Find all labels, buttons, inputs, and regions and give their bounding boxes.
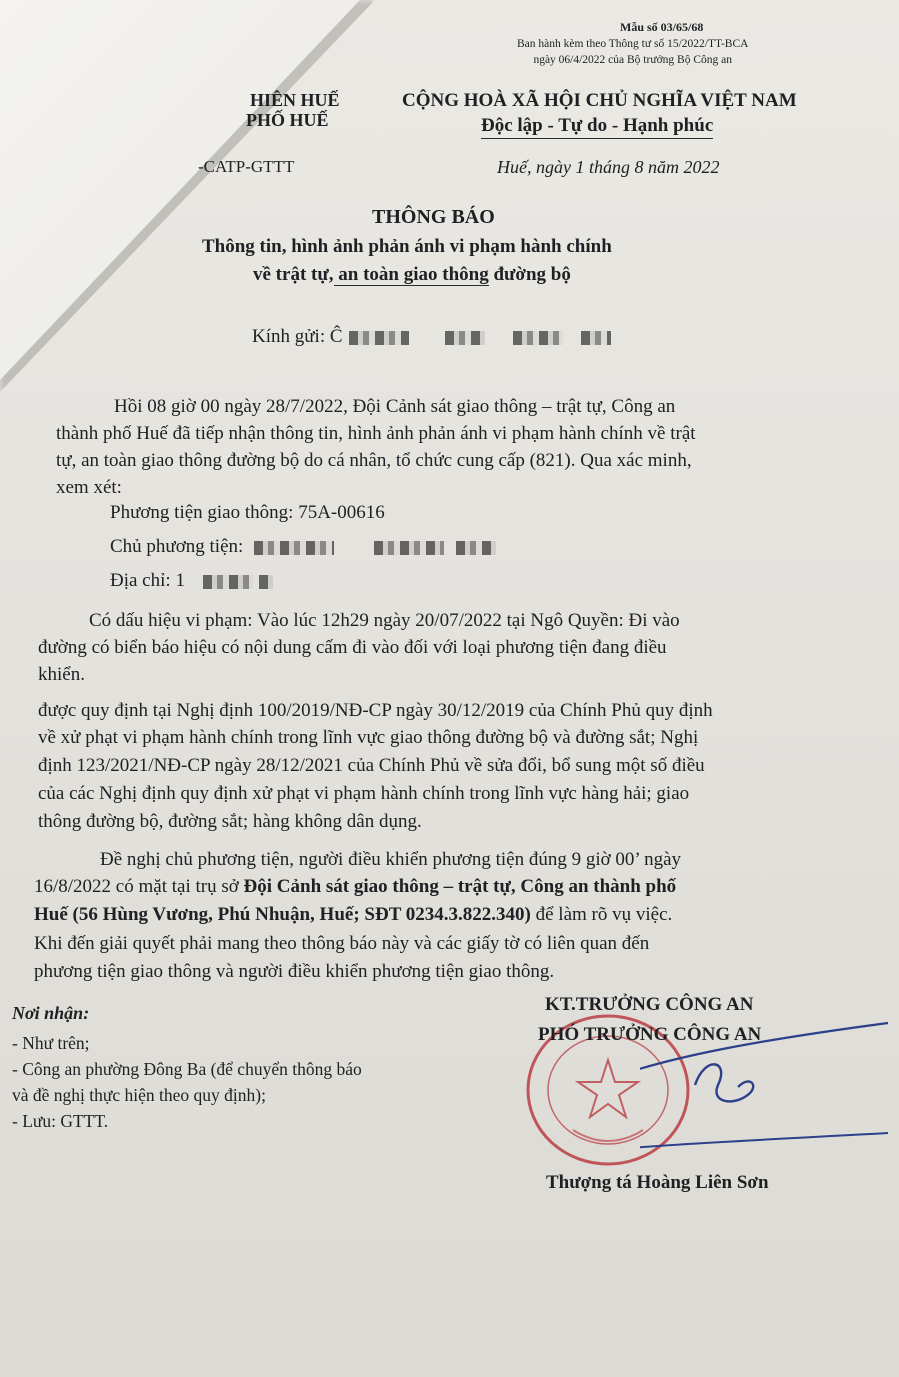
address-line	[110, 570, 273, 592]
recipient-item: - Như trên;	[12, 1033, 90, 1053]
legal-basis-line1: được quy định tại Nghị định 100/2019/NĐ-CP ngày 30/12/2019 của Chính Phủ quy định	[38, 700, 713, 721]
redacted-address-2	[259, 575, 273, 589]
greeting-initial: Ĉ	[329, 326, 343, 347]
request-line3-normal: để làm rõ vụ việc.	[530, 904, 673, 925]
request-line3-bold: Huế (56 Hùng Vương, Phú Nhuận, Huế; SĐT 0234.3.822.340)	[34, 904, 531, 925]
violation-line1: Có dấu hiệu vi phạm: Vào lúc 12h29 ngày 20/07/2022 tại Ngô Quyền: Đi vào	[89, 610, 680, 631]
redacted-owner-3	[456, 541, 496, 555]
vehicle-label: Phương tiện giao thông:	[110, 502, 299, 523]
national-title: CỘNG HOÀ XÃ HỘI CHỦ NGHĨA VIỆT NAM	[402, 90, 797, 111]
request-line3	[34, 901, 672, 929]
request-line1: Đề nghị chủ phương tiện, người điều khiển phương tiện đúng 9 giờ 00’ ngày	[100, 849, 682, 870]
redacted-owner-1	[254, 541, 334, 555]
issue-date: Huế, ngày 1 tháng 8 năm 2022	[497, 157, 720, 177]
issuing-agency-line1: HIÊN HUẾ	[250, 90, 340, 110]
request-line2-normal: 16/8/2022 có mặt tại trụ sở	[34, 876, 244, 897]
recipient-item: và đề nghị thực hiện theo quy định);	[12, 1085, 266, 1105]
address-label: Địa chỉ:	[110, 570, 176, 591]
document-subtitle-line2	[253, 264, 571, 286]
violation-line2: đường có biển báo hiệu có nội dung cấm đi vào đối với loại phương tiện đang điều	[38, 637, 667, 658]
redacted-owner-2	[374, 541, 444, 555]
subtitle-part-c: đường bộ	[488, 264, 571, 285]
legal-basis-line2: về xử phạt vi phạm hành chính trong lĩnh vực giao thông đường bộ và đường sắt; Nghị	[38, 727, 699, 748]
paragraph-intro-line2: thành phố Huế đã tiếp nhận thông tin, hình ảnh phản ánh vi phạm hành chính về trật	[56, 423, 696, 444]
redacted-name-4	[581, 331, 611, 345]
form-reference-line1: Ban hành kèm theo Thông tư số 15/2022/TT-BCA	[517, 38, 749, 50]
recipient-item: - Công an phường Đông Ba (để chuyển thông báo	[12, 1059, 362, 1079]
form-number: Mẫu số 03/65/68	[620, 20, 704, 34]
form-reference	[517, 36, 748, 68]
legal-basis-line4: của các Nghị định quy định xử phạt vi phạm hành chính trong lĩnh vực hàng hải; giao	[38, 783, 690, 804]
owner-label: Chủ phương tiện:	[110, 536, 249, 557]
request-line5: phương tiện giao thông và người điều khiển phương tiện giao thông.	[34, 961, 555, 982]
legal-basis-line5: thông đường bộ, đường sắt; hàng không dân dụng.	[38, 811, 422, 832]
request-line2	[34, 873, 676, 901]
document-number: -CATP-GTTT	[198, 157, 295, 176]
subtitle-part-a: về trật tự,	[253, 264, 334, 285]
legal-basis-line3: định 123/2021/NĐ-CP ngày 28/12/2021 của Chính Phủ về sửa đổi, bổ sung một số điều	[38, 755, 705, 776]
request-line2-bold: Đội Cảnh sát giao thông – trật tự, Công an thành phố	[243, 876, 677, 897]
document-subtitle-line1: Thông tin, hình ảnh phản ánh vi phạm hành chính	[202, 236, 612, 257]
issuing-agency-line2: PHỐ HUẾ	[246, 110, 329, 130]
paragraph-intro-line1: Hồi 08 giờ 00 ngày 28/7/2022, Đội Cảnh sát giao thông – trật tự, Công an	[114, 396, 676, 417]
recipients-list	[12, 1030, 362, 1134]
greeting-label: Kính gửi:	[252, 326, 330, 347]
signature-title-line1: KT.TRƯỞNG CÔNG AN	[545, 994, 754, 1015]
signature-title-line2: PHÓ TRƯỞNG CÔNG AN	[538, 1024, 762, 1045]
form-reference-line2: ngày 06/4/2022 của Bộ trưởng Bộ Công an	[533, 54, 732, 66]
signer-name: Thượng tá Hoàng Liên Sơn	[546, 1172, 769, 1193]
vehicle-line	[110, 502, 385, 524]
violation-line3: khiển.	[38, 664, 85, 685]
redacted-name-3	[513, 331, 563, 345]
recipients-title: Nơi nhận:	[12, 1003, 90, 1023]
redacted-address-1	[203, 575, 253, 589]
owner-line	[110, 536, 496, 558]
recipient-greeting	[252, 326, 611, 348]
paragraph-intro-line3: tự, an toàn giao thông đường bộ do cá nhân, tổ chức cung cấp (821). Qua xác minh,	[56, 450, 692, 471]
request-line4: Khi đến giải quyết phải mang theo thông báo này và các giấy tờ có liên quan đến	[34, 933, 650, 954]
subtitle-part-b: an toàn giao thông	[333, 264, 489, 285]
redacted-name-2	[445, 331, 485, 345]
redacted-name-1	[349, 331, 409, 345]
paragraph-intro-line4: xem xét:	[56, 477, 122, 498]
national-motto: Độc lập - Tự do - Hạnh phúc	[481, 115, 713, 139]
vehicle-plate: 75A-00616	[298, 502, 385, 523]
address-start: 1	[175, 570, 185, 591]
handwritten-signature-icon	[640, 1015, 899, 1155]
document-title: THÔNG BÁO	[372, 206, 495, 228]
recipient-item: - Lưu: GTTT.	[12, 1111, 109, 1131]
